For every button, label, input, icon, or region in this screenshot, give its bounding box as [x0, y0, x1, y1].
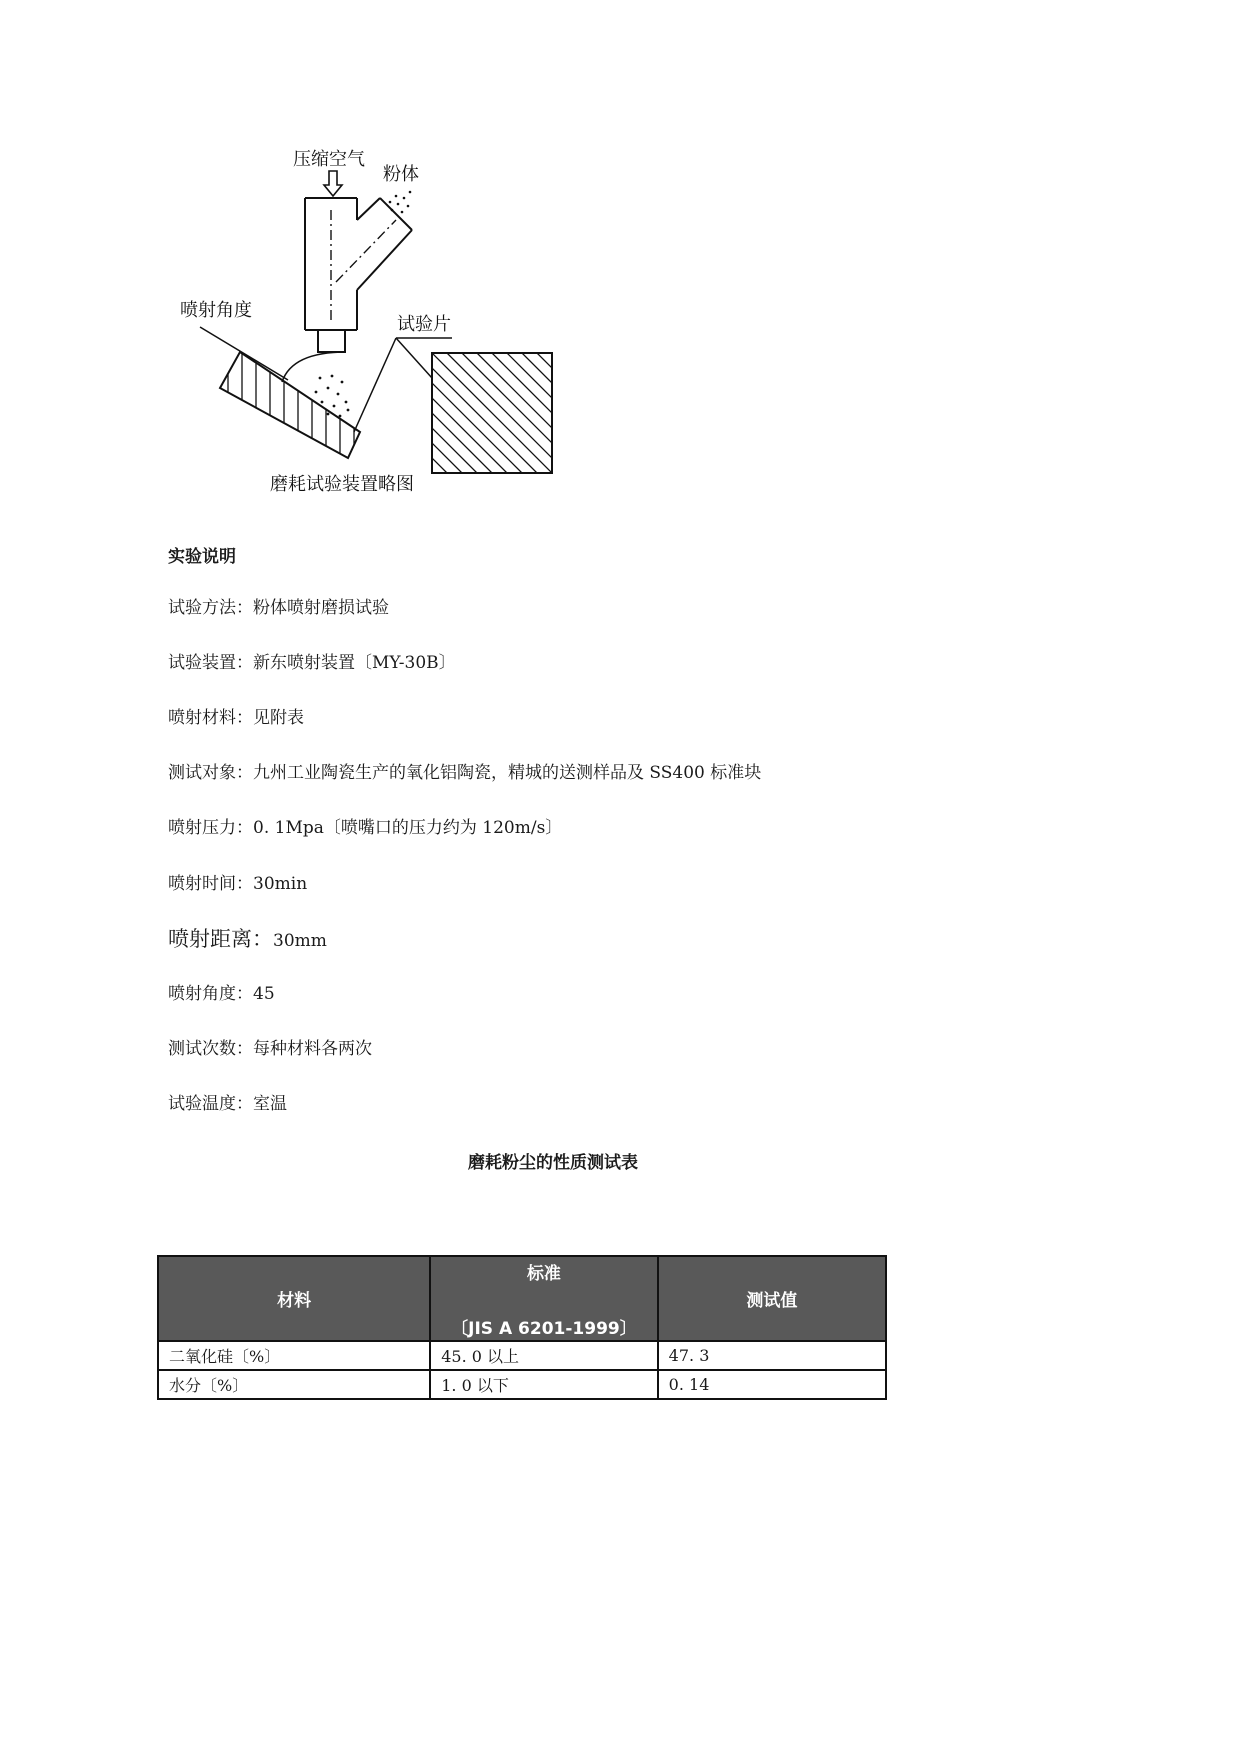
header-material: 材料 — [158, 1256, 430, 1341]
dust-properties-table — [157, 1255, 887, 1400]
spray-angle-arc — [282, 352, 346, 382]
item-label: 试验温度： — [168, 1094, 253, 1114]
item-test-method — [168, 597, 389, 619]
spray-nozzle-body — [305, 198, 412, 352]
cell-value: 47. 3 — [658, 1341, 886, 1370]
item-spray-pressure — [168, 817, 562, 839]
item-spray-distance — [168, 928, 327, 952]
item-spray-material — [168, 707, 304, 729]
compressed-air-label: 压缩空气 — [293, 149, 365, 170]
air-flow-arrow-icon — [324, 171, 342, 196]
table-title: 磨耗粉尘的性质测试表 — [468, 1153, 638, 1173]
item-value: 粉体喷射磨损试验 — [253, 598, 389, 618]
item-label: 测试次数： — [168, 1039, 253, 1059]
item-value: 见附表 — [253, 708, 304, 728]
item-label: 试验方法： — [168, 598, 253, 618]
cell-material: 二氧化硅〔%〕 — [158, 1341, 430, 1370]
spray-angle-label: 喷射角度 — [180, 300, 252, 321]
specimen-label: 试验片 — [397, 314, 451, 335]
cell-value: 0. 14 — [658, 1370, 886, 1399]
diagram-caption: 磨耗试验装置略图 — [270, 474, 414, 495]
abrasion-test-apparatus-diagram — [170, 140, 570, 505]
cell-standard: 45. 0 以上 — [430, 1341, 657, 1370]
item-test-object — [168, 762, 761, 784]
cell-standard: 1. 0 以下 — [430, 1370, 657, 1399]
item-test-temperature — [168, 1093, 287, 1115]
item-label: 喷射距离： — [168, 927, 273, 951]
square-test-piece — [312, 353, 570, 473]
item-label: 测试对象： — [168, 763, 253, 783]
item-value: 0. 1Mpa〔喷嘴口的压力约为 120m/s〕 — [253, 818, 563, 838]
header-standard-reference: 〔JIS A 6201-1999〕 — [451, 1318, 637, 1339]
item-value: 30min — [253, 874, 308, 894]
item-value: 30mm — [273, 931, 327, 951]
item-value: 45 — [253, 984, 275, 1004]
tilted-test-plate — [220, 340, 360, 470]
item-test-count — [168, 1038, 372, 1060]
item-test-device — [168, 652, 456, 674]
powder-label: 粉体 — [383, 164, 419, 185]
item-value: 室温 — [253, 1094, 287, 1114]
item-spray-time — [168, 873, 307, 895]
cell-material: 水分〔%〕 — [158, 1370, 430, 1399]
item-label: 喷射时间： — [168, 874, 253, 894]
header-standard-label: 标准 — [526, 1263, 561, 1284]
item-label: 试验装置： — [168, 653, 253, 673]
table-row — [158, 1341, 886, 1370]
item-value: 九州工业陶瓷生产的氧化铝陶瓷，精城的送测样品及 SS400 标准块 — [253, 763, 762, 783]
item-label: 喷射材料： — [168, 708, 253, 728]
item-value: 每种材料各两次 — [253, 1039, 372, 1059]
item-label: 喷射角度： — [168, 984, 253, 1004]
table-row — [158, 1370, 886, 1399]
section-title: 实验说明 — [168, 547, 236, 567]
table-header-row — [158, 1256, 886, 1341]
spray-particles — [315, 375, 350, 418]
item-value: 新东喷射装置〔MY-30B〕 — [253, 653, 456, 673]
header-test-value: 测试值 — [658, 1256, 886, 1341]
powder-particles — [389, 191, 412, 214]
header-standard — [430, 1256, 657, 1341]
item-spray-angle — [168, 983, 275, 1005]
item-label: 喷射压力： — [168, 818, 253, 838]
